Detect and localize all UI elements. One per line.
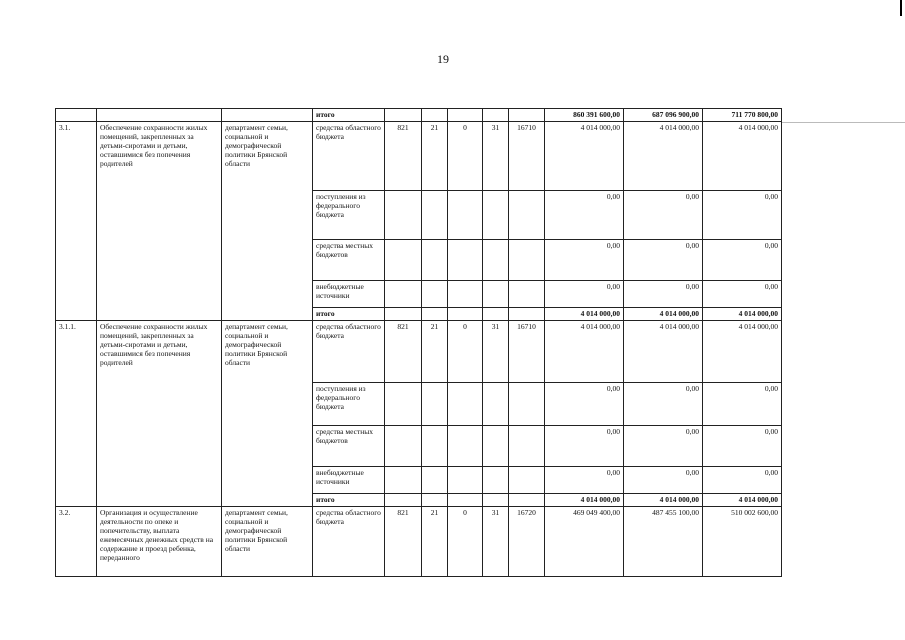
amount-cell: 0,00 xyxy=(545,467,624,494)
source-label: поступления из федерального бюджета xyxy=(313,191,385,240)
amount-cell: 4 014 000,00 xyxy=(703,308,782,321)
source-label: внебюджетные источники xyxy=(313,467,385,494)
item-number: 3.1. xyxy=(56,122,97,321)
amount-cell: 0,00 xyxy=(703,281,782,308)
amount-cell: 0,00 xyxy=(703,240,782,281)
table-row xyxy=(56,109,782,122)
code-cell: 16710 xyxy=(509,122,545,191)
source-label: поступления из федерального бюджета xyxy=(313,383,385,426)
item-name: Организация и осуществление деятельности по опеке и попечительству, выплата ежемесячных денежных средств на содержание и проезд ребенка, переданного xyxy=(97,507,222,577)
amount-cell: 487 455 100,00 xyxy=(624,507,703,577)
source-label: итого xyxy=(313,494,385,507)
source-label: средства местных бюджетов xyxy=(313,240,385,281)
item-executor: департамент семьи, социальной и демографической политики Брянской области xyxy=(222,321,313,507)
amount-cell: 0,00 xyxy=(703,191,782,240)
item-number: 3.2. xyxy=(56,507,97,577)
code-cell: 821 xyxy=(385,321,422,383)
amount-cell: 0,00 xyxy=(703,426,782,467)
amount-cell: 4 014 000,00 xyxy=(703,321,782,383)
item-number: 3.1.1. xyxy=(56,321,97,507)
code-cell: 21 xyxy=(422,122,448,191)
amount-cell: 0,00 xyxy=(545,281,624,308)
amount-cell: 4 014 000,00 xyxy=(545,308,624,321)
amount-cell: 0,00 xyxy=(703,383,782,426)
amount-cell: 711 770 800,00 xyxy=(703,109,782,122)
code-cell: 21 xyxy=(422,321,448,383)
amount-cell: 0,00 xyxy=(624,191,703,240)
item-name: Обеспечение сохранности жилых помещений, закрепленных за детьми-сиротами и детьми, оставшимися без попечения родителей xyxy=(97,321,222,507)
amount-cell: 0,00 xyxy=(624,467,703,494)
amount-cell: 687 096 900,00 xyxy=(624,109,703,122)
item-name: Обеспечение сохранности жилых помещений, закрепленных за детьми-сиротами и детьми, оставшимися без попечения родителей xyxy=(97,122,222,321)
amount-cell: 0,00 xyxy=(624,240,703,281)
code-cell: 21 xyxy=(422,507,448,577)
code-cell: 16710 xyxy=(509,321,545,383)
amount-cell: 4 014 000,00 xyxy=(545,122,624,191)
page-number: 19 xyxy=(437,52,449,66)
budget-table xyxy=(55,108,782,577)
amount-cell: 4 014 000,00 xyxy=(624,321,703,383)
source-label: итого xyxy=(313,109,385,122)
table-row xyxy=(56,122,782,191)
code-cell: 821 xyxy=(385,122,422,191)
amount-cell: 4 014 000,00 xyxy=(703,494,782,507)
source-label: средства областного бюджета xyxy=(313,321,385,383)
source-label: средства областного бюджета xyxy=(313,122,385,191)
code-cell: 31 xyxy=(483,507,509,577)
amount-cell: 0,00 xyxy=(624,281,703,308)
code-cell: 821 xyxy=(385,507,422,577)
amount-cell: 0,00 xyxy=(545,191,624,240)
code-cell: 0 xyxy=(448,321,483,383)
amount-cell: 4 014 000,00 xyxy=(545,494,624,507)
page-edge-mark xyxy=(900,0,902,16)
amount-cell: 4 014 000,00 xyxy=(624,122,703,191)
margin-rule xyxy=(781,122,905,123)
code-cell: 0 xyxy=(448,122,483,191)
amount-cell: 4 014 000,00 xyxy=(624,494,703,507)
amount-cell: 0,00 xyxy=(545,426,624,467)
code-cell: 16720 xyxy=(509,507,545,577)
amount-cell: 4 014 000,00 xyxy=(545,321,624,383)
amount-cell: 0,00 xyxy=(545,240,624,281)
source-label: средства местных бюджетов xyxy=(313,426,385,467)
table-row xyxy=(56,321,782,383)
code-cell: 0 xyxy=(448,507,483,577)
source-label: итого xyxy=(313,308,385,321)
amount-cell: 469 049 400,00 xyxy=(545,507,624,577)
table-row xyxy=(56,507,782,577)
amount-cell: 4 014 000,00 xyxy=(703,122,782,191)
code-cell: 31 xyxy=(483,122,509,191)
amount-cell: 0,00 xyxy=(624,383,703,426)
amount-cell: 0,00 xyxy=(624,426,703,467)
amount-cell: 0,00 xyxy=(545,383,624,426)
source-label: средства областного бюджета xyxy=(313,507,385,577)
amount-cell: 0,00 xyxy=(703,467,782,494)
amount-cell: 4 014 000,00 xyxy=(624,308,703,321)
amount-cell: 510 002 600,00 xyxy=(703,507,782,577)
item-executor: департамент семьи, социальной и демографической политики Брянской области xyxy=(222,122,313,321)
code-cell: 31 xyxy=(483,321,509,383)
item-executor: департамент семьи, социальной и демографической политики Брянской области xyxy=(222,507,313,577)
amount-cell: 860 391 600,00 xyxy=(545,109,624,122)
source-label: внебюджетные источники xyxy=(313,281,385,308)
